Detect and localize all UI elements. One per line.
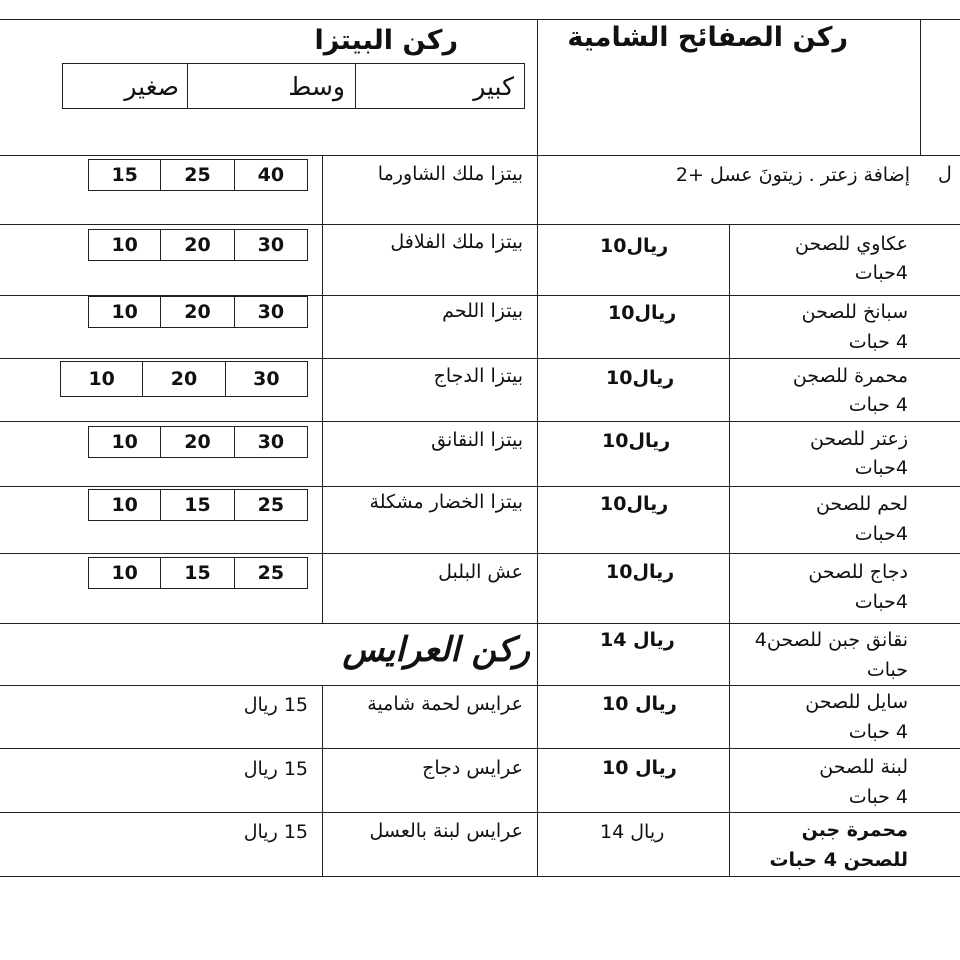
- grid-line: [0, 623, 960, 624]
- size-large-label: كبير: [355, 64, 524, 108]
- sfaih-item-name: عكاوي للصحن: [795, 233, 908, 255]
- grid-line: [729, 224, 730, 876]
- sfaih-item-name: زعتر للصحن: [809, 428, 908, 450]
- pizza-item-name: بيتزا ملك الفلافل: [390, 231, 523, 253]
- pizza-section-title: ركن البيتزا: [314, 25, 458, 56]
- pizza-price-medium: 20: [160, 297, 233, 327]
- grid-line: [0, 19, 960, 20]
- pizza-price-medium: 25: [160, 160, 233, 190]
- grid-line: [0, 812, 960, 813]
- sfaih-item-price: 10ريال: [606, 561, 675, 583]
- sfaih-item-name: محمرة جبن: [801, 819, 908, 841]
- pizza-item-name: بيتزا اللحم: [442, 300, 523, 322]
- sfaih-item-price: 10ريال: [606, 367, 675, 389]
- sfaih-section-title: ركن الصفائح الشامية: [567, 22, 848, 53]
- pizza-price-small: 10: [111, 562, 138, 584]
- pizza-price-box: [88, 229, 308, 261]
- pizza-price-medium: 15: [160, 490, 233, 520]
- pizza-price-small: 15: [111, 164, 138, 186]
- pizza-price-medium: 20: [160, 230, 233, 260]
- grid-line: [0, 155, 960, 156]
- sfaih-item-count: 4حبات: [854, 591, 908, 613]
- pizza-price-large: 30: [234, 427, 307, 457]
- sfaih-item-count: 4 حبات: [848, 786, 908, 808]
- arayes-item-name: عرايس لحمة شامية: [367, 693, 523, 715]
- sfaih-extras: إضافة زعتر . زيتونَ عسل +2: [675, 164, 910, 186]
- pizza-price-box: [88, 296, 308, 328]
- pizza-size-header: [62, 63, 525, 109]
- sfaih-item-count: 4 حبات: [848, 394, 908, 416]
- pizza-price-small: 10: [111, 301, 138, 323]
- sfaih-item-count: 4حبات: [854, 457, 908, 479]
- sfaih-item-price: 14 ريال: [600, 629, 675, 651]
- pizza-price-box: [88, 489, 308, 521]
- grid-line: [0, 748, 960, 749]
- pizza-price-box: [88, 426, 308, 458]
- grid-line: [322, 685, 323, 876]
- sfaih-item-price: 10ريال: [608, 302, 677, 324]
- arayes-section-title: ركن العرايس: [342, 630, 530, 670]
- pizza-price-box: [88, 159, 308, 191]
- arayes-item-name: عرايس لبنة بالعسل: [369, 820, 523, 842]
- sfaih-item-price: 10ريال: [602, 430, 671, 452]
- sfaih-item-price: 10 ريال: [602, 757, 677, 779]
- pizza-price-large: 30: [225, 362, 307, 396]
- sfaih-item-count: 4حبات: [854, 523, 908, 545]
- pizza-item-name: عش البلبل: [438, 561, 523, 583]
- grid-line: [0, 421, 960, 422]
- pizza-price-small: 10: [88, 368, 115, 390]
- grid-line: [0, 358, 960, 359]
- pizza-item-name: بيتزا ملك الشاورما: [377, 163, 523, 185]
- arayes-item-price: 15 ريال: [243, 821, 308, 843]
- size-medium-label: وسط: [187, 64, 355, 108]
- grid-line: [322, 155, 323, 624]
- pizza-item-name: بيتزا الخضار مشكلة: [369, 491, 523, 513]
- pizza-item-name: بيتزا النقانق: [431, 429, 523, 451]
- arayes-item-price: 15 ريال: [243, 694, 308, 716]
- grid-line: [0, 876, 960, 877]
- pizza-price-large: 40: [234, 160, 307, 190]
- sfaih-item-price: 10ريال: [600, 493, 669, 515]
- grid-line: [537, 19, 538, 876]
- sfaih-item-name: سايل للصحن: [805, 691, 908, 713]
- grid-line: [0, 486, 960, 487]
- sfaih-item-name: دجاج للصحن: [808, 561, 908, 583]
- arayes-item-name: عرايس دجاج: [422, 757, 523, 779]
- arayes-item-price: 15 ريال: [243, 758, 308, 780]
- pizza-price-box: [60, 361, 308, 397]
- pizza-price-large: 30: [234, 297, 307, 327]
- sfaih-item-count: للصحن 4 حبات: [769, 849, 908, 871]
- pizza-item-name: بيتزا الدجاج: [433, 365, 523, 387]
- pizza-price-small: 10: [111, 234, 138, 256]
- grid-line: [920, 19, 921, 156]
- pizza-price-medium: 20: [160, 427, 233, 457]
- grid-line: [0, 224, 960, 225]
- sfaih-item-name: محمرة للصجن: [792, 365, 908, 387]
- sfaih-item-price: 14 ريال: [600, 821, 665, 843]
- grid-line: [0, 685, 960, 686]
- pizza-price-medium: 15: [160, 558, 233, 588]
- grid-line: [0, 553, 960, 554]
- pizza-price-large: 25: [234, 558, 307, 588]
- sfaih-item-count: 4حبات: [854, 262, 908, 284]
- pizza-price-small: 10: [111, 494, 138, 516]
- pizza-price-medium: 20: [142, 362, 224, 396]
- pizza-price-large: 30: [234, 230, 307, 260]
- sfaih-item-name: نقانق جبن للصحن4: [754, 629, 908, 651]
- sfaih-item-name: لبنة للصحن: [819, 756, 908, 778]
- sfaih-item-count: حبات: [866, 659, 908, 681]
- size-small-label: صغير: [124, 71, 179, 101]
- pizza-price-box: [88, 557, 308, 589]
- sfaih-item-price: 10ريال: [600, 235, 669, 257]
- edge-text-fragment: ل: [938, 163, 952, 185]
- sfaih-item-count: 4 حبات: [848, 331, 908, 353]
- sfaih-item-count: 4 حبات: [848, 721, 908, 743]
- pizza-price-small: 10: [111, 431, 138, 453]
- sfaih-item-price: 10 ريال: [602, 693, 677, 715]
- pizza-price-large: 25: [234, 490, 307, 520]
- sfaih-item-name: لحم للصحن: [815, 493, 908, 515]
- sfaih-item-name: سبانخ للصحن: [801, 301, 908, 323]
